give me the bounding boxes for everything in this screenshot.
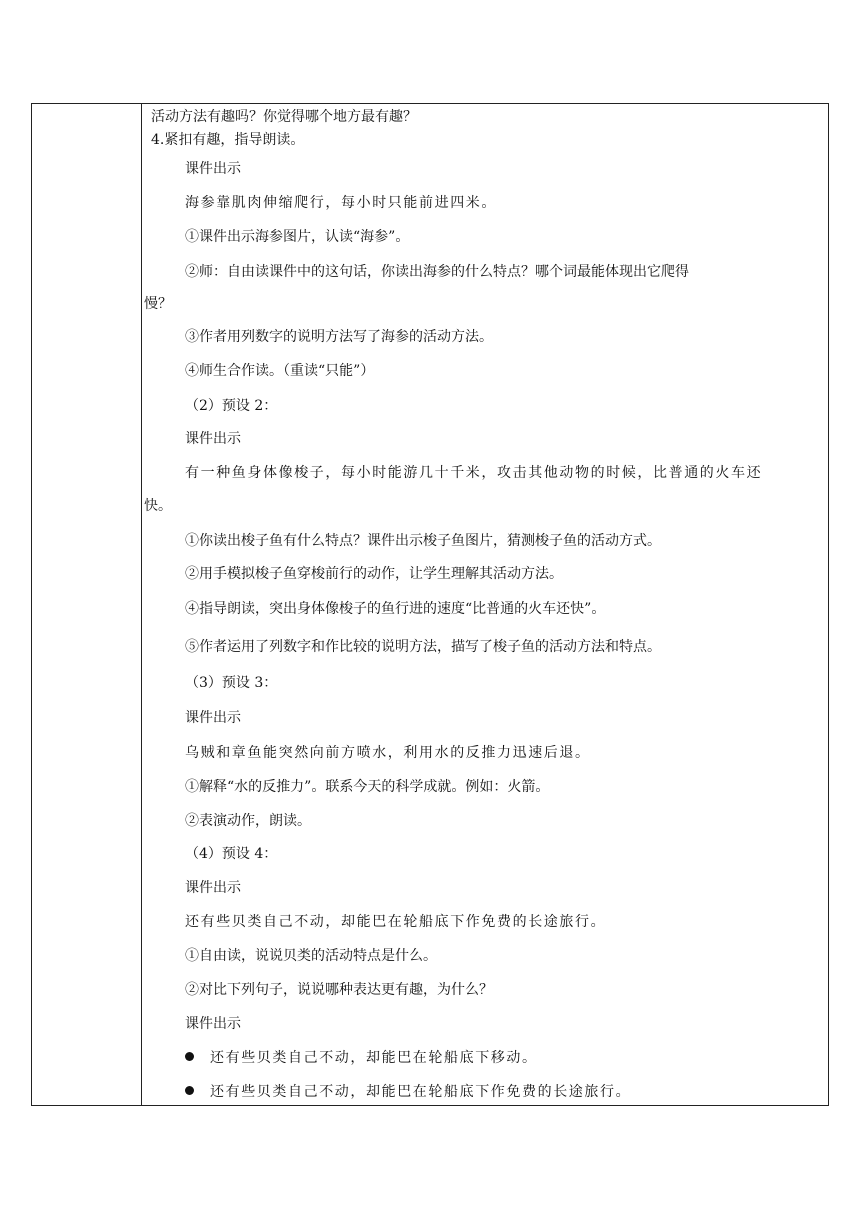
text-line: （3）预设 3： <box>185 675 278 691</box>
text-line: （4）预设 4： <box>185 846 278 862</box>
text-line: 4.紧扣有趣，指导朗读。 <box>151 132 305 148</box>
lesson-table <box>31 103 829 1106</box>
text-line: 慢？ <box>144 296 172 312</box>
courseware-quote: 有一种鱼身体像梭子，每小时能游几十千米，攻击其他动物的时候，比普通的火车还 <box>185 465 763 481</box>
text-line: ④指导朗读，突出身体像梭子的鱼行进的速度“比普通的火车还快”。 <box>185 601 606 617</box>
text-line: ⑤作者运用了列数字和作比较的说明方法，描写了梭子鱼的活动方法和特点。 <box>185 639 661 655</box>
text-line: ①你读出梭子鱼有什么特点？课件出示梭子鱼图片，猜测梭子鱼的活动方式。 <box>185 533 661 549</box>
table-left-column <box>32 104 142 1105</box>
bullet-icon <box>185 1052 194 1061</box>
text-line: ②师：自由读课件中的这句话，你读出海参的什么特点？哪个词最能体现出它爬得 <box>185 264 689 280</box>
text-line: ②对比下列句子，说说哪种表达更有趣，为什么？ <box>185 982 493 998</box>
bullet-item <box>185 1083 631 1101</box>
text-line: 课件出示 <box>185 431 241 447</box>
courseware-quote: 乌贼和章鱼能突然向前方喷水，利用水的反推力迅速后退。 <box>185 745 591 761</box>
bullet-item <box>185 1049 538 1067</box>
text-line: ②用手模拟梭子鱼穿梭前行的动作，让学生理解其活动方法。 <box>185 566 563 582</box>
text-line: （2）预设 2： <box>185 398 278 414</box>
text-line: ①课件出示海参图片，认读“海参”。 <box>185 229 410 245</box>
bullet-icon <box>185 1086 194 1095</box>
bullet-text: 还有些贝类自己不动，却能巴在轮船底下作免费的长途旅行。 <box>210 1084 632 1100</box>
text-line: ④师生合作读。（重读“只能”） <box>185 363 375 379</box>
courseware-quote: 还有些贝类自己不动，却能巴在轮船底下作免费的长途旅行。 <box>185 914 607 930</box>
bullet-text: 还有些贝类自己不动，却能巴在轮船底下移动。 <box>210 1050 538 1066</box>
text-line: 活动方法有趣吗？你觉得哪个地方最有趣？ <box>151 109 417 125</box>
text-line: 课件出示 <box>185 710 241 726</box>
text-line: ③作者用列数字的说明方法写了海参的活动方法。 <box>185 329 493 345</box>
text-line: ②表演动作，朗读。 <box>185 813 311 829</box>
text-line: 课件出示 <box>185 880 241 896</box>
text-line: ①解释“水的反推力”。联系今天的科学成就。例如：火箭。 <box>185 779 550 795</box>
text-line: 课件出示 <box>185 161 241 177</box>
text-line: 课件出示 <box>185 1016 241 1032</box>
table-content-cell <box>144 104 828 1105</box>
courseware-quote: 海参靠肌肉伸缩爬行，每小时只能前进四米。 <box>185 195 497 211</box>
text-line: 快。 <box>144 498 172 514</box>
text-line: ①自由读，说说贝类的活动特点是什么。 <box>185 948 437 964</box>
